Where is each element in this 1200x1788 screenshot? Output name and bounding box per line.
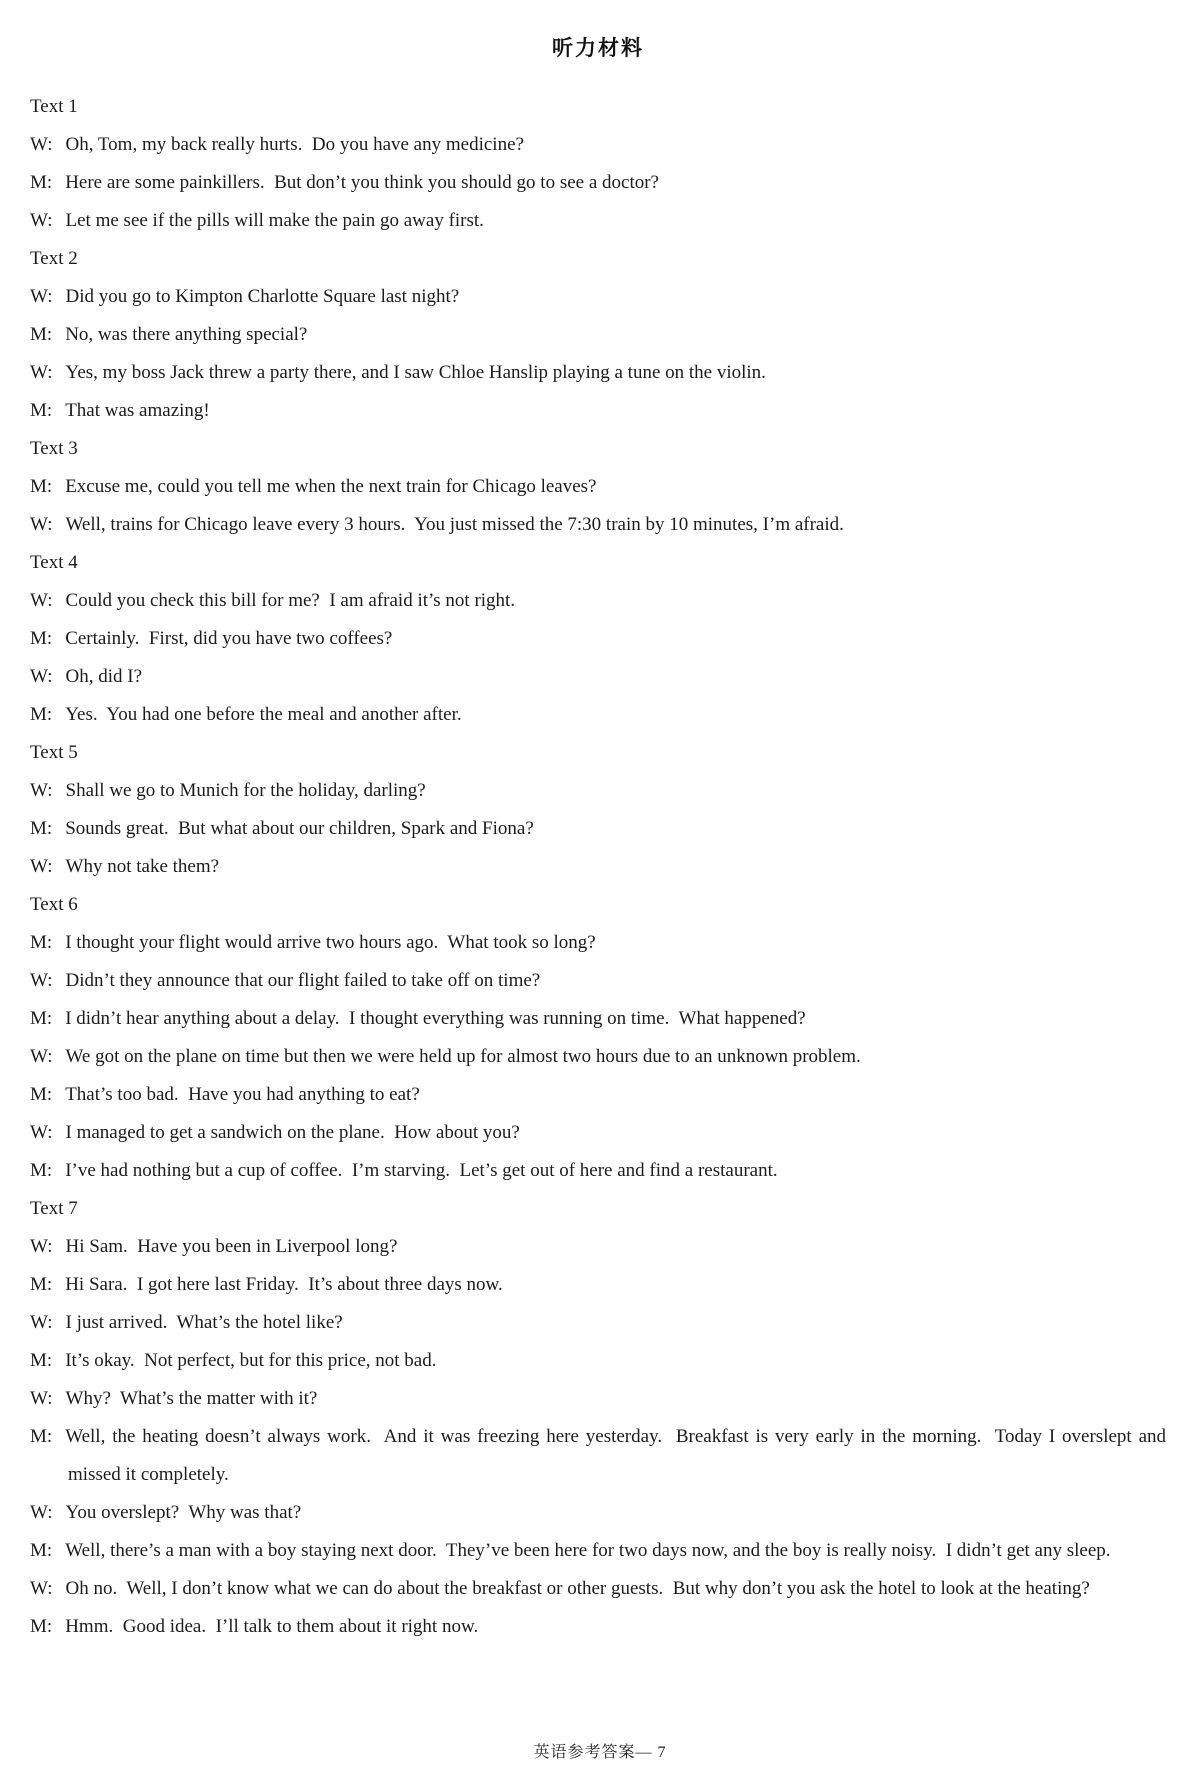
speaker-label: W:	[30, 590, 53, 611]
speaker-label: M:	[30, 476, 53, 497]
speaker-label: W:	[30, 1312, 53, 1333]
dialogue-text: Did you go to Kimpton Charlotte Square last night?	[65, 286, 460, 307]
dialogue-text: It’s okay. Not perfect, but for this price, not bad.	[65, 1350, 437, 1371]
speaker-label: M:	[30, 932, 53, 953]
speaker-label: M:	[30, 324, 53, 345]
dialogue-line	[30, 1038, 1166, 1076]
dialogue-line	[30, 658, 1166, 696]
dialogue-text: Well, the heating doesn’t always work. And it was freezing here yesterday. Breakfast is very early in the morning. Today I overslept and missed it completely.	[65, 1426, 1171, 1485]
speaker-label: M:	[30, 704, 53, 725]
dialogue-line	[30, 1304, 1166, 1342]
speaker-label: W:	[30, 780, 53, 801]
dialogue-text: Let me see if the pills will make the pain go away first.	[65, 210, 484, 231]
speaker-label: W:	[30, 286, 53, 307]
dialogue-text: Well, there’s a man with a boy staying next door. They’ve been here for two days now, and the boy is really noisy. I didn’t get any sleep.	[65, 1540, 1111, 1561]
dialogue-text: Well, trains for Chicago leave every 3 hours. You just missed the 7:30 train by 10 minutes, I’m afraid.	[65, 514, 844, 535]
dialogue-text: Didn’t they announce that our flight failed to take off on time?	[65, 970, 541, 991]
dialogue-text: Hmm. Good idea. I’ll talk to them about it right now.	[65, 1616, 479, 1637]
dialogue-text: I managed to get a sandwich on the plane. How about you?	[65, 1122, 520, 1143]
speaker-label: W:	[30, 210, 53, 231]
speaker-label: M:	[30, 1540, 53, 1561]
dialogue-text: Excuse me, could you tell me when the next train for Chicago leaves?	[65, 476, 597, 497]
dialogue-line	[30, 582, 1166, 620]
dialogue-text: I didn’t hear anything about a delay. I thought everything was running on time. What happened?	[65, 1008, 806, 1029]
dialogue-line	[30, 316, 1166, 354]
speaker-label: W:	[30, 362, 53, 383]
page-footer: 英语参考答案— 7	[533, 1744, 667, 1761]
dialogue-text: Why not take them?	[65, 856, 220, 877]
speaker-label: M:	[30, 818, 53, 839]
dialogue-text: Yes, my boss Jack threw a party there, and I saw Chloe Hanslip playing a tune on the violin.	[65, 362, 766, 383]
dialogue-text: Here are some painkillers. But don’t you think you should go to see a doctor?	[65, 172, 659, 193]
section-heading: Text 7	[30, 1198, 78, 1219]
speaker-label: M:	[30, 1616, 53, 1637]
dialogue-line	[30, 1608, 1166, 1646]
dialogue-line	[30, 1570, 1166, 1608]
speaker-label: W:	[30, 1236, 53, 1257]
speaker-label: W:	[30, 1122, 53, 1143]
dialogue-line	[30, 164, 1166, 202]
dialogue-line	[30, 1228, 1166, 1266]
dialogue-text: That was amazing!	[65, 400, 210, 421]
dialogue-text: I just arrived. What’s the hotel like?	[65, 1312, 343, 1333]
dialogue-line	[30, 1418, 1171, 1494]
dialogue-line	[30, 848, 1166, 886]
dialogue-line	[30, 1266, 1166, 1304]
dialogue-line	[30, 962, 1166, 1000]
section-heading: Text 3	[30, 438, 78, 459]
dialogue-text: Shall we go to Munich for the holiday, darling?	[65, 780, 426, 801]
dialogue-text: I’ve had nothing but a cup of coffee. I’m starving. Let’s get out of here and find a restaurant.	[65, 1160, 778, 1181]
page-title: 听力材料	[552, 37, 644, 60]
speaker-label: W:	[30, 1502, 53, 1523]
dialogue-text: You overslept? Why was that?	[65, 1502, 302, 1523]
transcript-body	[30, 88, 1171, 1646]
dialogue-line	[30, 772, 1166, 810]
dialogue-line	[30, 278, 1166, 316]
dialogue-line	[30, 1114, 1166, 1152]
dialogue-text: I thought your flight would arrive two hours ago. What took so long?	[65, 932, 596, 953]
speaker-label: W:	[30, 856, 53, 877]
dialogue-line	[30, 202, 1166, 240]
section-heading: Text 1	[30, 96, 78, 117]
speaker-label: M:	[30, 1274, 53, 1295]
dialogue-line	[30, 1152, 1166, 1190]
speaker-label: M:	[30, 1426, 53, 1447]
dialogue-text: Why? What’s the matter with it?	[65, 1388, 318, 1409]
dialogue-line	[30, 126, 1166, 164]
dialogue-line	[30, 506, 1166, 544]
dialogue-line	[30, 392, 1166, 430]
dialogue-line	[30, 1532, 1166, 1570]
speaker-label: W:	[30, 1046, 53, 1067]
dialogue-line	[30, 810, 1166, 848]
dialogue-text: Could you check this bill for me? I am afraid it’s not right.	[65, 590, 516, 611]
speaker-label: W:	[30, 666, 53, 687]
speaker-label: M:	[30, 172, 53, 193]
dialogue-line	[30, 924, 1166, 962]
speaker-label: M:	[30, 1008, 53, 1029]
dialogue-text: Oh, Tom, my back really hurts. Do you have any medicine?	[65, 134, 524, 155]
dialogue-line	[30, 696, 1166, 734]
dialogue-text: No, was there anything special?	[65, 324, 308, 345]
speaker-label: M:	[30, 628, 53, 649]
section-heading: Text 4	[30, 552, 78, 573]
speaker-label: M:	[30, 1084, 53, 1105]
dialogue-line	[30, 1342, 1166, 1380]
dialogue-line	[30, 1000, 1166, 1038]
dialogue-text: Sounds great. But what about our children, Spark and Fiona?	[65, 818, 534, 839]
dialogue-text: Oh no. Well, I don’t know what we can do about the breakfast or other guests. But why don’t you ask the hotel to look at the heating?	[65, 1578, 1090, 1599]
section-heading: Text 2	[30, 248, 78, 269]
speaker-label: M:	[30, 1160, 53, 1181]
dialogue-line	[30, 354, 1166, 392]
dialogue-line	[30, 1380, 1166, 1418]
dialogue-text: Hi Sara. I got here last Friday. It’s about three days now.	[65, 1274, 503, 1295]
speaker-label: W:	[30, 134, 53, 155]
speaker-label: W:	[30, 1578, 53, 1599]
dialogue-line	[30, 620, 1166, 658]
dialogue-text: That’s too bad. Have you had anything to eat?	[65, 1084, 420, 1105]
speaker-label: W:	[30, 514, 53, 535]
dialogue-text: We got on the plane on time but then we were held up for almost two hours due to an unknown problem.	[65, 1046, 861, 1067]
dialogue-line	[30, 1076, 1166, 1114]
dialogue-line	[30, 1494, 1166, 1532]
speaker-label: M:	[30, 1350, 53, 1371]
speaker-label: M:	[30, 400, 53, 421]
dialogue-text: Yes. You had one before the meal and another after.	[65, 704, 462, 725]
section-heading: Text 6	[30, 894, 78, 915]
section-heading: Text 5	[30, 742, 78, 763]
dialogue-line	[30, 468, 1166, 506]
dialogue-text: Hi Sam. Have you been in Liverpool long?	[65, 1236, 398, 1257]
dialogue-text: Certainly. First, did you have two coffees?	[65, 628, 393, 649]
dialogue-text: Oh, did I?	[65, 666, 143, 687]
speaker-label: W:	[30, 970, 53, 991]
speaker-label: W:	[30, 1388, 53, 1409]
